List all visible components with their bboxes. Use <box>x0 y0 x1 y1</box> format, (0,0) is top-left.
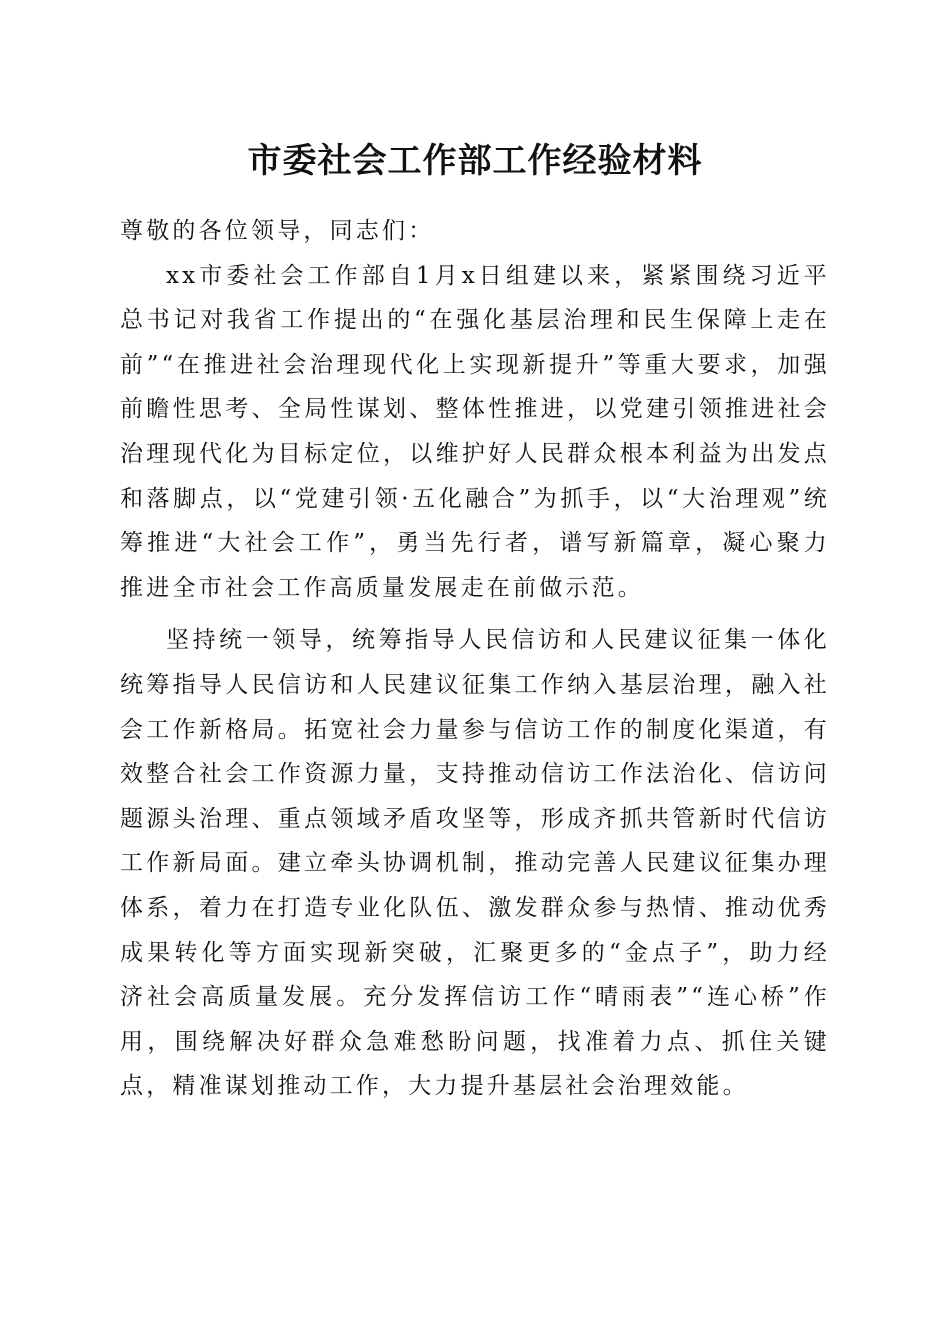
document-title: 市委社会工作部工作经验材料 <box>247 141 703 181</box>
salutation: 尊敬的各位领导，同志们： <box>120 218 435 244</box>
paragraph-intro: xx市委社会工作部自1月x日组建以来，紧紧围绕习近平总书记对我省工作提出的“在强化基层治理和民生保障上走在前”“在推进社会治理现代化上实现新提升”等重大要求，加强前瞻性思考、全局性谋划、整体性推进，以党建引领推进社会治理现代化为目标定位，以维护好人民群众根本利益为出发点和落脚点，以“党建引领·五化融合”为抓手，以“大治理观”统筹推进“大社会工作”，勇当先行者，谱写新篇章，凝心聚力推进全市社会工作高质量发展走在前做示范。 <box>120 262 830 601</box>
paragraph-petition-work: 坚持统一领导，统筹指导人民信访和人民建议征集一体化统筹指导人民信访和人民建议征集工作纳入基层治理，融入社会工作新格局。拓宽社会力量参与信访工作的制度化渠道，有效整合社会工作资源力量，支持推动信访工作法治化、信访问题源头治理、重点领域矛盾攻坚等，形成齐抓共管新时代信访工作新局面。建立牵头协调机制，推动完善人民建议征集办理体系，着力在打造专业化队伍、激发群众参与热情、推动优秀成果转化等方面实现新突破，汇聚更多的“金点子”，助力经济社会高质量发展。充分发挥信访工作“晴雨表”“连心桥”作用，围绕解决好群众急难愁盼问题，找准着力点、抓住关键点，精准谋划推动工作，大力提升基层社会治理效能。 <box>120 627 830 1100</box>
document-body <box>120 209 830 1109</box>
